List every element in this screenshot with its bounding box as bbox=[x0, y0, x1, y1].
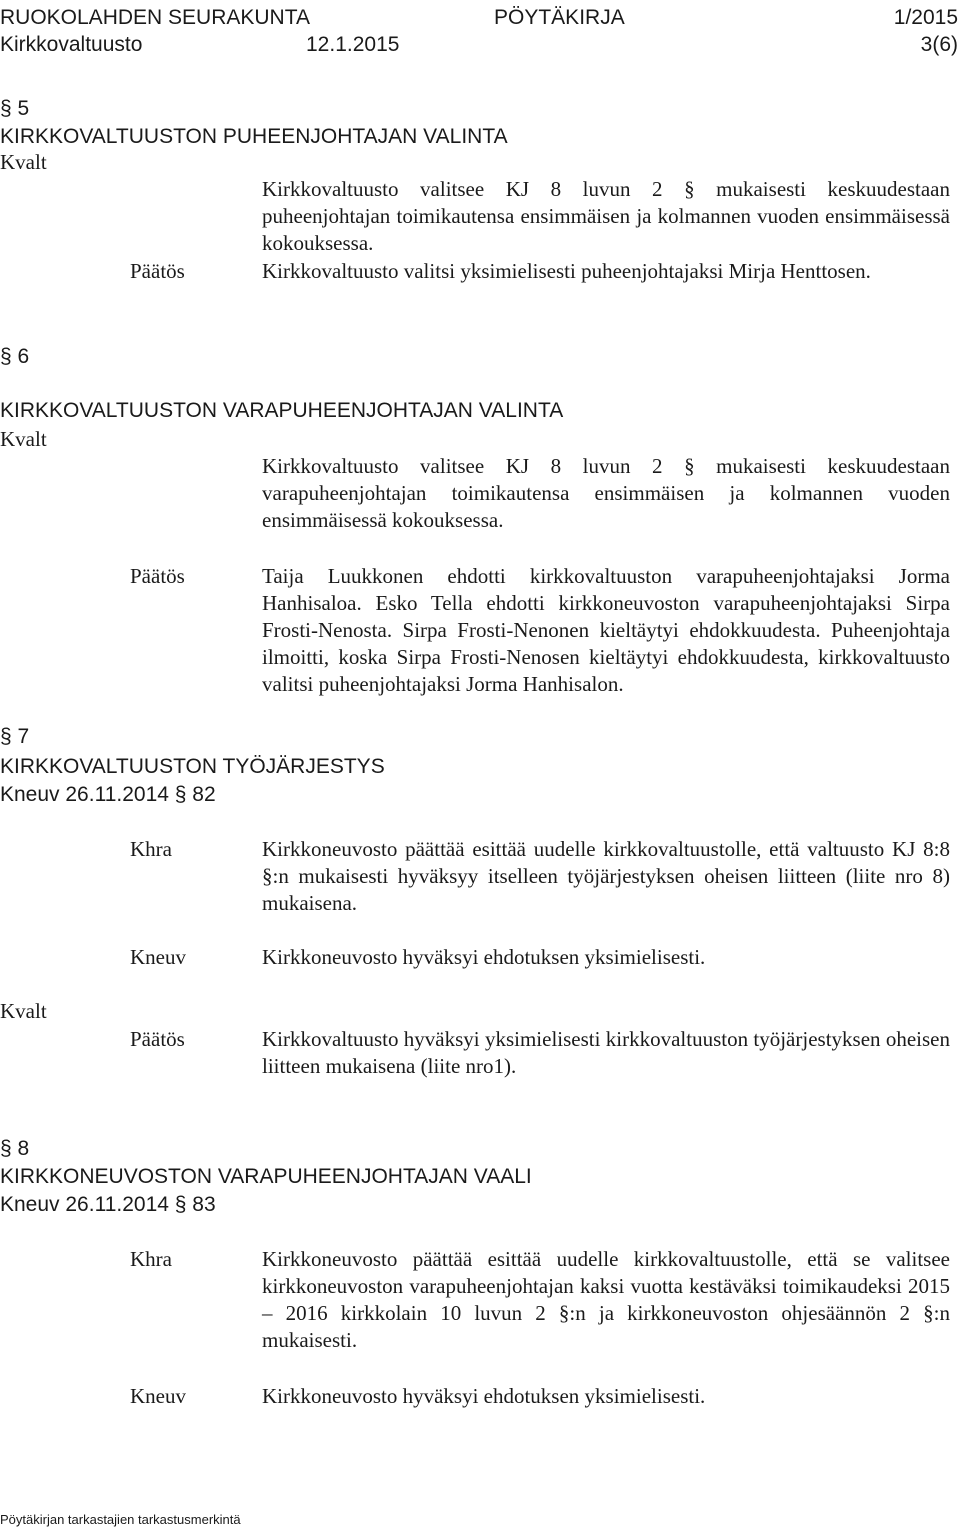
section-7-paatos-label: Päätös bbox=[130, 1027, 185, 1051]
section-6-kvalt-label: Kvalt bbox=[0, 427, 47, 451]
section-6-title: KIRKKOVALTUUSTON VARAPUHEENJOHTAJAN VALINTA bbox=[0, 399, 564, 422]
section-8-khra-label: Khra bbox=[130, 1247, 172, 1271]
section-7-khra-label: Khra bbox=[130, 837, 172, 861]
section-8-number: § 8 bbox=[0, 1137, 30, 1160]
header-page: 3(6) bbox=[920, 33, 958, 56]
section-6-body: Kirkkovaltuusto valitsee KJ 8 luvun 2 § mukaisesti keskuudestaan varapuheenjohtajan toimikautensa ensimmäisen ja kolmannen vuoden ensimmäisessä kokouksessa. bbox=[262, 454, 950, 532]
section-8-khra: Kirkkoneuvosto päättää esittää uudelle kirkkovaltuustolle, että se valitsee kirkkoneuvoston varapuheenjohtajan kaksi vuotta kestäväksi toimikaudeksi 2015 – 2016 kirkkolain 10 luvun 2 §:n ja kirkkoneuvoston ohjesäännön 2 §:n mukaisesti. bbox=[262, 1247, 950, 1352]
footer-inspection-note: Pöytäkirjan tarkastajien tarkastusmerkintä bbox=[0, 1512, 241, 1527]
header-number: 1/2015 bbox=[893, 6, 958, 29]
section-8-kneuv-label: Kneuv bbox=[130, 1384, 186, 1408]
section-7-khra: Kirkkoneuvosto päättää esittää uudelle kirkkovaltuustolle, että valtuusto KJ 8:8 §:n mukaisesti hyväksyy itselleen työjärjestyksen oheisen liitteen (liite nro 8) mukaisena. bbox=[262, 837, 950, 915]
section-7-kneuv-label: Kneuv bbox=[130, 945, 186, 969]
section-8-title: KIRKKONEUVOSTON VARAPUHEENJOHTAJAN VAALI bbox=[0, 1165, 532, 1188]
section-6-paatos-label: Päätös bbox=[130, 564, 185, 588]
section-5-paatos-label: Päätös bbox=[130, 259, 185, 283]
section-5-title: KIRKKOVALTUUSTON PUHEENJOHTAJAN VALINTA bbox=[0, 125, 508, 148]
section-5-kvalt-label: Kvalt bbox=[0, 150, 47, 174]
section-5-paatos: Kirkkovaltuusto valitsi yksimielisesti puheenjohtajaksi Mirja Henttosen. bbox=[262, 259, 871, 283]
header-date: 12.1.2015 bbox=[306, 33, 400, 56]
header-body: Kirkkovaltuusto bbox=[0, 33, 143, 56]
section-7-kneuv: Kirkkoneuvosto hyväksyi ehdotuksen yksimielisesti. bbox=[262, 945, 706, 969]
section-8-reference: Kneuv 26.11.2014 § 83 bbox=[0, 1193, 216, 1216]
section-6-paatos: Taija Luukkonen ehdotti kirkkovaltuuston varapuheenjohtajaksi Jorma Hanhisaloa. Esko Tella ehdotti kirkkoneuvoston varapuheenjohtajaksi Sirpa Frosti-Nenosta. Sirpa Frosti-Nenonen kieltäytyi ehdokkuudesta. Puheenjohtaja ilmoitti, koska Sirpa Frosti-Nenosen kieltäytyi ehdokkuudesta, kirkkovaltuusto valitsi puheenjohtajaksi Jorma Hanhisalon. bbox=[262, 564, 950, 696]
header-org: RUOKOLAHDEN SEURAKUNTA bbox=[0, 6, 310, 29]
section-5-number: § 5 bbox=[0, 97, 30, 120]
section-7-paatos: Kirkkovaltuusto hyväksyi yksimielisesti kirkkovaltuuston työjärjestyksen oheisen liitteen mukaisena (liite nro1). bbox=[262, 1027, 950, 1078]
header-doc-type: PÖYTÄKIRJA bbox=[494, 6, 625, 29]
section-6-number: § 6 bbox=[0, 345, 30, 368]
section-7-kvalt-label: Kvalt bbox=[0, 999, 47, 1023]
section-5-body: Kirkkovaltuusto valitsee KJ 8 luvun 2 § mukaisesti keskuudestaan puheenjohtajan toimikautensa ensimmäisen ja kolmannen vuoden ensimmäisessä kokouksessa. bbox=[262, 177, 950, 255]
section-8-kneuv: Kirkkoneuvosto hyväksyi ehdotuksen yksimielisesti. bbox=[262, 1384, 706, 1408]
section-7-reference: Kneuv 26.11.2014 § 82 bbox=[0, 783, 216, 806]
section-7-title: KIRKKOVALTUUSTON TYÖJÄRJESTYS bbox=[0, 755, 385, 778]
section-7-number: § 7 bbox=[0, 725, 30, 748]
